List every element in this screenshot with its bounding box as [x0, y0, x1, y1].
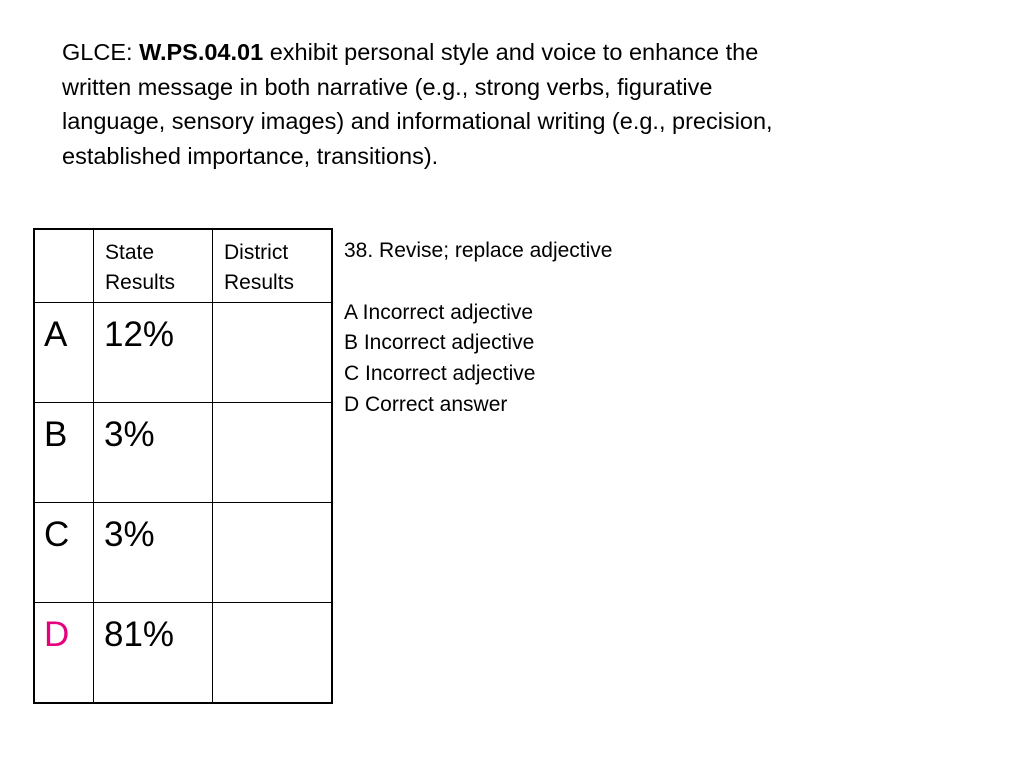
glce-code: W.PS.04.01 [139, 39, 264, 65]
glce-standard-text [62, 35, 962, 173]
table-row [34, 603, 332, 704]
district-result-cell [213, 303, 333, 403]
results-table [33, 228, 333, 704]
state-header-line-2: Results [105, 271, 176, 294]
row-letter: B [44, 415, 68, 454]
row-letter-cell [34, 303, 94, 403]
header-cell-state [94, 229, 213, 303]
table-header-row [34, 229, 332, 303]
district-result [213, 403, 331, 415]
question-label: 38. Revise; replace adjective [344, 239, 613, 262]
answer-choice: C Incorrect adjective [344, 362, 536, 386]
row-letter-cell [34, 603, 94, 704]
district-result [213, 603, 331, 615]
header-line-1 [62, 35, 962, 70]
district-result [213, 503, 331, 515]
district-result-cell [213, 403, 333, 503]
row-letter-cell [34, 503, 94, 603]
state-result: 12% [104, 315, 175, 354]
state-result-cell [94, 603, 213, 704]
state-result-cell [94, 503, 213, 603]
district-result-cell [213, 503, 333, 603]
header-line-2: written message in both narrative (e.g., strong verbs, figurative [62, 73, 713, 100]
table-row [34, 403, 332, 503]
glce-prefix: GLCE: [62, 39, 133, 65]
table-row [34, 303, 332, 403]
header-line-1-rest: exhibit personal style and voice to enhance the [269, 39, 759, 65]
state-result: 3% [104, 415, 155, 454]
header-cell-district [213, 229, 333, 303]
answer-choice: A Incorrect adjective [344, 300, 534, 324]
answer-choice: B Incorrect adjective [344, 331, 535, 355]
header-line-3: language, sensory images) and informational writing (e.g., precision, [62, 108, 773, 134]
table-row [34, 503, 332, 603]
district-header-line-1: District [224, 241, 289, 264]
district-header-line-2: Results [224, 271, 295, 294]
answer-choice: D Correct answer [344, 392, 508, 416]
district-result-cell [213, 603, 333, 704]
answer-spacer [344, 267, 612, 298]
header-line-4: established importance, transitions). [62, 142, 439, 169]
row-letter: A [44, 315, 68, 354]
state-result: 81% [104, 615, 175, 654]
state-result-cell [94, 303, 213, 403]
row-letter: D [44, 615, 70, 654]
district-result [213, 303, 331, 315]
header-cell-empty [34, 229, 94, 303]
state-result: 3% [104, 515, 155, 554]
row-letter: C [44, 515, 70, 554]
state-header-line-1: State [105, 241, 155, 264]
row-letter-cell [34, 403, 94, 503]
answer-key [344, 236, 612, 421]
state-result-cell [94, 403, 213, 503]
